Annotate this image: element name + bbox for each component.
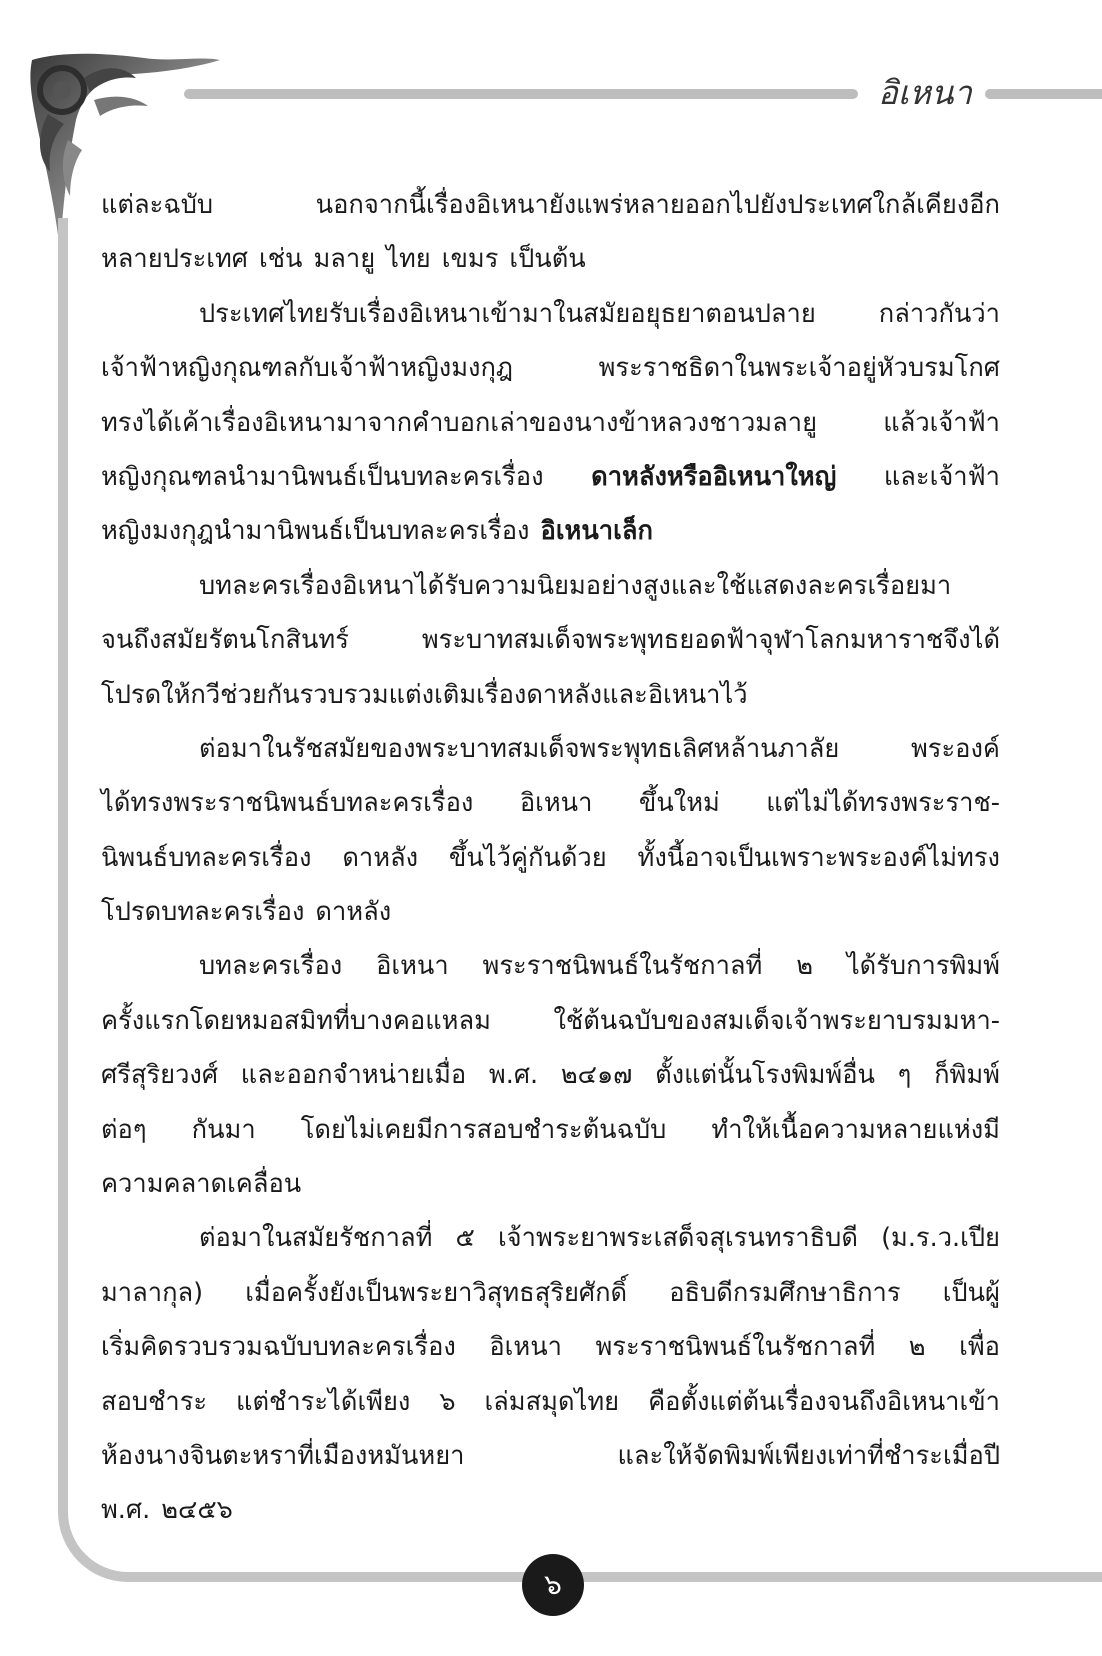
- text-line: สอบชำระ แต่ชำระได้เพียง ๖ เล่มสมุดไทย คือตั้งแต่ต้นเรื่องจนถึงอิเหนาเข้า: [101, 1386, 1000, 1417]
- text-line: ครั้งแรกโดยหมอสมิทที่บางคอแหลม ใช้ต้นฉบับของสมเด็จเจ้าพระยาบรมมหา-: [101, 1005, 1000, 1036]
- text-line: หญิงมงกุฎนำมานิพนธ์เป็นบทละครเรื่อง อิเหนาเล็ก: [101, 504, 1000, 558]
- text-line: ศรีสุริยวงศ์ และออกจำหน่ายเมื่อ พ.ศ. ๒๔๑๗ ตั้งแต่นั้นโรงพิมพ์อื่น ๆ ก็พิมพ์: [101, 1060, 1000, 1091]
- page-number: ๖: [522, 1554, 584, 1616]
- text-line: แต่ละฉบับ นอกจากนี้เรื่องอิเหนายังแพร่หลายออกไปยังประเทศใกล้เคียงอีก: [101, 190, 1000, 220]
- text-line: ทรงได้เค้าเรื่องอิเหนามาจากคำบอกเล่าของนางข้าหลวงชาวมลายู แล้วเจ้าฟ้า: [101, 407, 1000, 438]
- bold-title-inao-lek: อิเหนาเล็ก: [540, 516, 653, 547]
- header-rule: [184, 89, 858, 99]
- text-line: บทละครเรื่อง อิเหนา พระราชนิพนธ์ในรัชกาลที่ ๒ ได้รับการพิมพ์: [199, 951, 1000, 982]
- running-header: อิเหนา: [878, 73, 972, 112]
- text-line: ความคลาดเคลื่อน: [101, 1169, 302, 1200]
- bold-title-dahlang: ดาหลังหรืออิเหนาใหญ่: [591, 461, 837, 492]
- text-line: ได้ทรงพระราชนิพนธ์บทละครเรื่อง อิเหนา ขึ้นใหม่ แต่ไม่ได้ทรงพระราช-: [101, 788, 1000, 819]
- text-line: หญิงกุณฑลนำมานิพนธ์เป็นบทละครเรื่อง ดาหลังหรืออิเหนาใหญ่ และเจ้าฟ้า: [101, 450, 1000, 504]
- text-line: ห้องนางจินตะหราที่เมืองหมันหยา และให้จัดพิมพ์เพียงเท่าที่ชำระเมื่อปี: [101, 1440, 1000, 1471]
- text-line: มาลากุล) เมื่อครั้งยังเป็นพระยาวิสุทธสุริยศักดิ์ อธิบดีกรมศึกษาธิการ เป็นผู้: [101, 1277, 1000, 1308]
- text-line: นิพนธ์บทละครเรื่อง ดาหลัง ขึ้นไว้คู่กันด้วย ทั้งนี้อาจเป็นเพราะพระองค์ไม่ทรง: [101, 842, 1000, 873]
- text-line: พ.ศ. ๒๔๕๖: [101, 1495, 233, 1526]
- text-line: เจ้าฟ้าหญิงกุณฑลกับเจ้าฟ้าหญิงมงกุฎ พระราชธิดาในพระเจ้าอยู่หัวบรมโกศ: [101, 353, 1000, 384]
- text-line: บทละครเรื่องอิเหนาได้รับความนิยมอย่างสูงและใช้แสดงละครเรื่อยมา: [199, 570, 952, 601]
- text-line: ต่อๆ กันมา โดยไม่เคยมีการสอบชำระต้นฉบับ ทำให้เนื้อความหลายแห่งมี: [101, 1114, 1000, 1145]
- header-rule-right: [985, 89, 1102, 99]
- text-line: หลายประเทศ เช่น มลายู ไทย เขมร เป็นต้น: [101, 244, 586, 275]
- text-line: เริ่มคิดรวบรวมฉบับบทละครเรื่อง อิเหนา พระราชนิพนธ์ในรัชกาลที่ ๒ เพื่อ: [101, 1332, 1000, 1363]
- body-text: [101, 178, 1000, 1538]
- text-line: ต่อมาในรัชสมัยของพระบาทสมเด็จพระพุทธเลิศหล้านภาลัย พระองค์: [199, 733, 1000, 764]
- text-line: ประเทศไทยรับเรื่องอิเหนาเข้ามาในสมัยอยุธยาตอนปลาย กล่าวกันว่า: [199, 298, 1000, 329]
- text-line: โปรดบทละครเรื่อง ดาหลัง: [101, 897, 392, 928]
- text-line: จนถึงสมัยรัตนโกสินทร์ พระบาทสมเด็จพระพุทธยอดฟ้าจุฬาโลกมหาราชจึงได้: [101, 625, 1000, 656]
- text-line: โปรดให้กวีช่วยกันรวบรวมแต่งเติมเรื่องดาหลังและอิเหนาไว้: [101, 679, 748, 710]
- text-line: ต่อมาในสมัยรัชกาลที่ ๕ เจ้าพระยาพระเสด็จสุเรนทราธิบดี (ม.ร.ว.เปีย: [199, 1223, 1000, 1254]
